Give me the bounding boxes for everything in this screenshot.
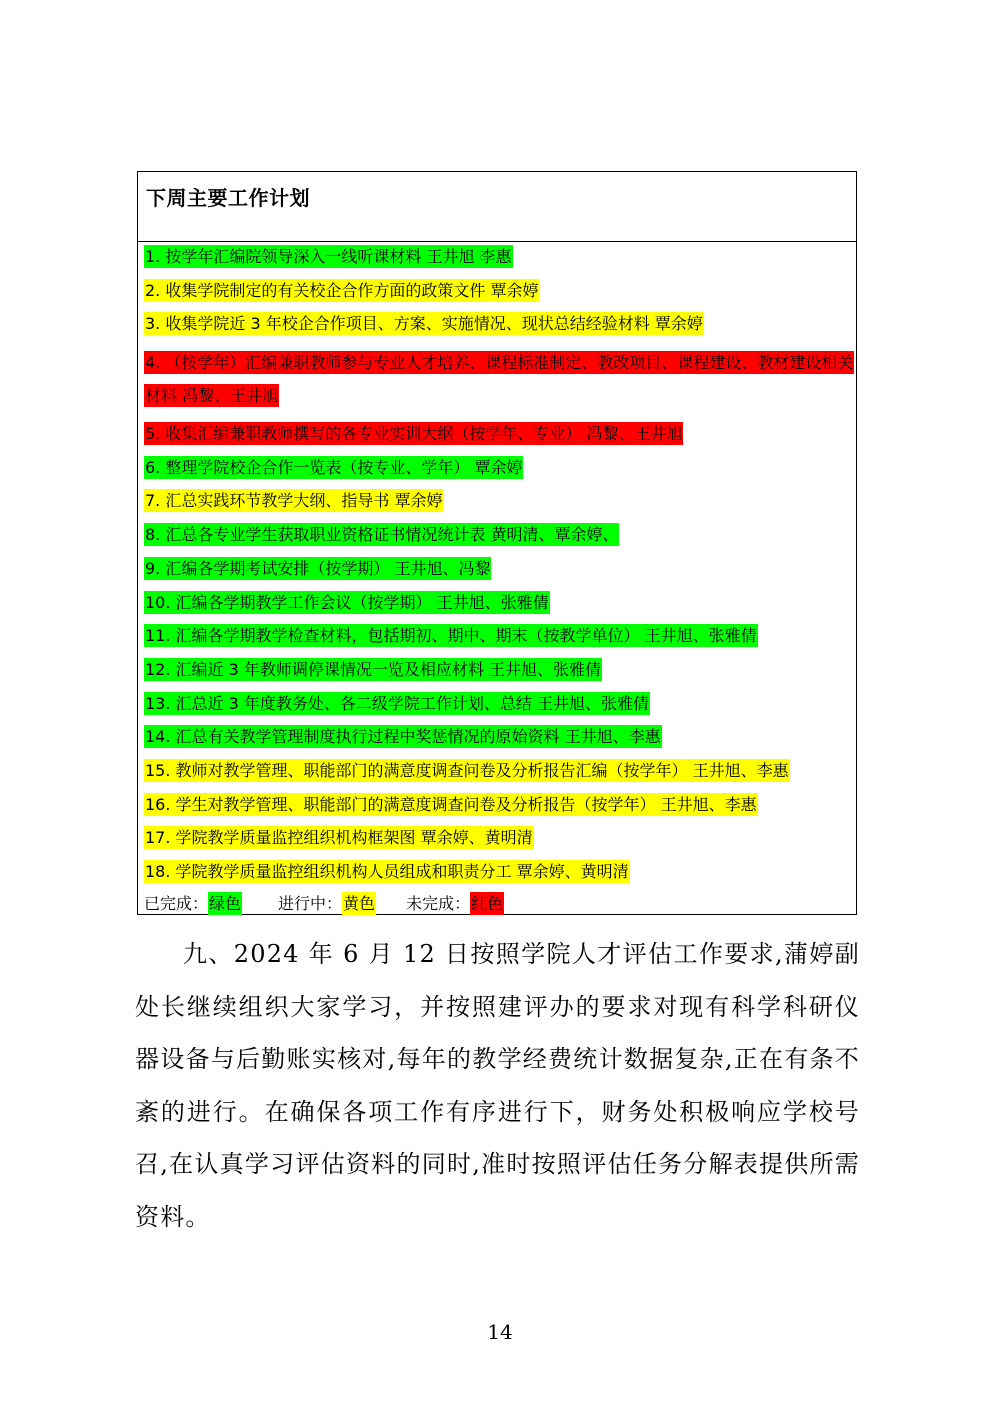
list-item (144, 591, 856, 614)
status-legend (144, 892, 856, 915)
list-item (144, 826, 856, 849)
item-text: 3. 收集学院近 3 年校企合作项目、方案、实施情况、现状总结经验材料 覃余婷 (145, 314, 703, 334)
legend-progress-label: 进行中： (278, 893, 343, 913)
list-item (144, 658, 856, 681)
item-text: 12. 汇编近 3 年教师调停课情况一览及相应材料 王井旭、张雅倩 (145, 659, 601, 679)
item-text: 17. 学院教学质量监控组织机构框架图 覃余婷、黄明清 (145, 828, 533, 848)
item-text: 14. 汇总有关教学管理制度执行过程中奖惩情况的原始资料 王井旭、李惠 (145, 727, 661, 747)
list-item (144, 279, 856, 302)
item-text: 13. 汇总近 3 年度教务处、各二级学院工作计划、总结 王井旭、张雅倩 (145, 693, 649, 713)
item-text: 6. 整理学院校企合作一览表（按专业、学年） 覃余婷 (145, 457, 523, 477)
list-item (144, 523, 856, 546)
item-text: 15. 教师对教学管理、职能部门的满意度调查问卷及分析报告汇编（按学年） 王井旭、李惠 (145, 760, 789, 780)
item-text: 1. 按学年汇编院领导深入一线听课材料 王井旭 李惠 (145, 247, 512, 266)
list-item (144, 489, 856, 512)
list-item (144, 759, 856, 782)
work-plan-table (137, 171, 857, 915)
item-text: 5. 收集汇编兼职教师撰写的各专业实训大纲（按学年、专业） 冯黎、王井旭 (145, 424, 683, 444)
item-text: 8. 汇总各专业学生获取职业资格证书情况统计表 黄明清、覃余婷、 (145, 525, 619, 545)
item-text: 18. 学院教学质量监控组织机构人员组成和职责分工 覃余婷、黄明清 (145, 862, 629, 881)
item-text: 16. 学生对教学管理、职能部门的满意度调查问卷及分析报告（按学年） 王井旭、李惠 (145, 794, 757, 814)
list-item (144, 624, 856, 647)
list-item (144, 312, 856, 335)
list-item (144, 422, 856, 445)
table-title: 下周主要工作计划 (146, 186, 310, 210)
table-header (138, 172, 856, 242)
work-plan-list (138, 242, 856, 915)
list-item (144, 860, 856, 883)
legend-todo-value: 红色 (471, 893, 504, 913)
body-paragraph: 九、2024 年 6 月 12 日按照学院人才评估工作要求,蒲婷副处长继续组织大家学习，并按照建评办的要求对现有科学科研仪器设备与后勤账实核对,每年的教学经费统计数据复杂,正在有条不紊的进行。在确保各项工作有序进行下，财务处积极响应学校号召,在认真学习评估资料的同时,准时按照评估任务分解表提供所需资料。 (135, 940, 860, 1231)
list-item (144, 793, 856, 816)
list-item (144, 346, 856, 412)
item-text: 9. 汇编各学期考试安排（按学期） 王井旭、冯黎 (145, 558, 491, 578)
legend-todo-label: 未完成： (406, 893, 471, 913)
item-text: 11. 汇编各学期教学检查材料，包括期初、期中、期末（按教学单位） 王井旭、张雅倩 (145, 626, 757, 646)
legend-progress-value: 黄色 (343, 893, 376, 913)
legend-done-value: 绿色 (209, 893, 242, 913)
list-item (144, 456, 856, 479)
legend-done-label: 已完成： (144, 893, 209, 913)
item-text: 7. 汇总实践环节教学大纲、指导书 覃余婷 (145, 491, 443, 511)
item-text: 2. 收集学院制定的有关校企合作方面的政策文件 覃余婷 (145, 280, 539, 300)
list-item (144, 557, 856, 580)
list-item (144, 692, 856, 715)
item-text: 4. （按学年）汇编兼职教师参与专业人才培养、课程标准制定、教改项目、课程建设、教材建设相关材料 冯黎、王井旭 (145, 353, 854, 406)
list-item (144, 725, 856, 748)
item-text: 10. 汇编各学期教学工作会议（按学期） 王井旭、张雅倩 (145, 592, 549, 612)
page-number: 14 (487, 1320, 513, 1344)
list-item (144, 245, 856, 268)
